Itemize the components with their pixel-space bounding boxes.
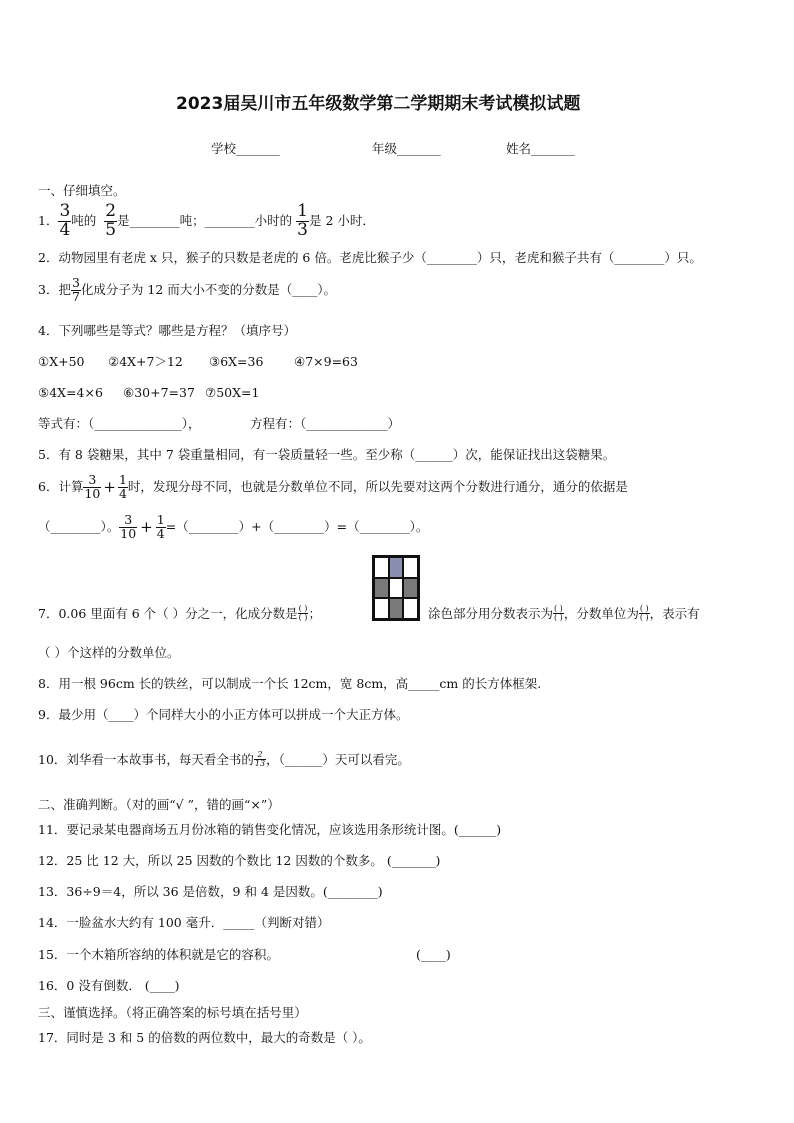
name-field[interactable]: 姓名_______ (506, 141, 575, 156)
grid-cell (374, 578, 389, 599)
question-11: 11．要记录某电器商场五月份冰箱的销售变化情况，应该选用条形统计图。(______) (38, 822, 502, 837)
q7-blank-fraction-2: $\frac{( )}{( )}$ (554, 604, 563, 622)
q6-basis-blank: （________）。 (38, 519, 120, 534)
grid-cell (403, 557, 418, 578)
q1-fraction-2: $\frac{2}{5}$ (105, 201, 117, 240)
question-5: 5．有 8 袋糖果，其中 7 袋重量相同，有一袋质量轻一些。至少称（______）次，能保证找出这袋糖果。 (38, 447, 616, 462)
grid-cell (389, 578, 404, 599)
section-3-heading: 三、谨慎选择。（将正确答案的标号填在括号里） (38, 1005, 307, 1020)
q1-number: 1． (38, 213, 59, 228)
question-12: 12．25 比 12 大，所以 25 因数的个数比 12 因数的个数多。 (_______) (38, 853, 441, 868)
question-7-line-2: （ ）个这样的分数单位。 (38, 645, 180, 660)
q1-fraction-1: $\frac{3}{4}$ (59, 201, 71, 240)
grid-cell (403, 598, 418, 619)
question-7 (38, 605, 321, 622)
q10-fraction: $\frac{2}{13}$ (254, 750, 266, 768)
q4-answer-equations-unknown: 方程有：（_____________） (250, 416, 401, 431)
q6-fraction-1: $\frac{3}{10}$ (84, 472, 101, 501)
grade-field[interactable]: 年级_______ (372, 141, 441, 156)
question-16: 16．0 没有倒数． (____) (38, 978, 180, 993)
grid-cell (374, 598, 389, 619)
q10-text-a: 10．刘华看一本故事书，每天看全书的 (38, 751, 254, 767)
q4-option-1: ①X+50 (38, 354, 85, 369)
q4-option-7: ⑦50X=1 (205, 385, 260, 400)
question-10 (38, 751, 410, 768)
q6-plus: + (103, 478, 116, 496)
q4-option-6: ⑥30+7=37 (123, 385, 195, 400)
q7-text-c: 涂色部分用分数表示为 (428, 605, 554, 621)
grid-cell (403, 578, 418, 599)
question-6 (38, 474, 628, 500)
q1-text-1: 吨的 (71, 213, 97, 228)
question-3 (38, 277, 336, 303)
question-2: 2．动物园里有老虎 x 只，猴子的只数是老虎的 6 倍。老虎比猴子少（________）只，老虎和猴子共有（________）只。 (38, 250, 702, 265)
q7-blank-fraction-3: $\frac{( )}{( )}$ (639, 604, 649, 622)
q10-text-b: ，（______）天可以看完。 (266, 751, 410, 767)
q6-text-b: 时，发现分母不同，也就是分数单位不同，所以先要对这两个分数进行通分，通分的依据是 (127, 479, 628, 494)
q6-equation: =（________）+（________）=（________）。 (165, 519, 429, 534)
page-title: 2023届吴川市五年级数学第二学期期末考试模拟试题 (176, 94, 581, 114)
q7-text-b: ； (308, 605, 321, 621)
q1-text-3: 是 2 小时． (308, 213, 375, 228)
q6-text-a: 6．计算 (38, 479, 84, 494)
question-8: 8．用一根 96cm 长的铁丝，可以制成一个长 12cm，宽 8cm，高_____cm 的长方体框架. (38, 676, 542, 691)
grid-cell (374, 557, 389, 578)
q6-plus-b: + (140, 518, 153, 536)
question-14: 14．一脸盆水大约有 100 毫升．_____（判断对错） (38, 915, 330, 930)
q7-text-e: ，表示有 (649, 605, 700, 621)
q4-option-3: ③6X=36 (209, 354, 264, 369)
q6-fraction-2: $\frac{1}{4}$ (118, 472, 127, 501)
q6-fraction-2b: $\frac{1}{4}$ (156, 512, 165, 541)
q6-fraction-1b: $\frac{3}{10}$ (120, 512, 137, 541)
q4-option-2: ②4X+7＞12 (108, 354, 183, 369)
shaded-grid-figure (372, 555, 420, 621)
grid-cell (389, 598, 404, 619)
question-15: 15．一个木箱所容纳的体积就是它的容积。 (38, 947, 279, 962)
q4-option-5: ⑤4X=4×6 (38, 385, 103, 400)
q4-answer-equations: 等式有：（______________）， (38, 416, 201, 431)
question-4-stem: 4．下列哪些是等式？哪些是方程？（填序号） (38, 323, 296, 338)
q1-fraction-3: $\frac{1}{3}$ (297, 201, 308, 240)
q3-fraction: $\frac{3}{7}$ (71, 275, 80, 304)
section-2-heading: 二、准确判断。（对的画“√ ”，错的画“×”） (38, 797, 280, 812)
question-13: 13．36÷9＝4，所以 36 是倍数，9 和 4 是因数。(________) (38, 884, 383, 899)
q4-option-4: ④7×9=63 (294, 354, 358, 369)
section-1-heading: 一、仔细填空。 (38, 183, 126, 198)
question-1 (38, 203, 375, 239)
question-17: 17．同时是 3 和 5 的倍数的两位数中，最大的奇数是（ ）。 (38, 1030, 371, 1045)
q7-text-d: ，分数单位为 (563, 605, 639, 621)
q7-text-a: 7．0.06 里面有 6 个（ ）分之一，化成分数是 (38, 605, 298, 621)
school-field[interactable]: 学校_______ (211, 141, 280, 156)
grid-cell (389, 557, 404, 578)
q3-text-b: 化成分子为 12 而大小不变的分数是（____）。 (80, 282, 337, 297)
q7-blank-fraction-1: $\frac{( )}{( )}$ (298, 604, 308, 622)
question-9: 9．最少用（____）个同样大小的小正方体可以拼成一个大正方体。 (38, 707, 409, 722)
q3-text-a: 3．把 (38, 282, 71, 297)
question-6-line-2 (38, 514, 428, 540)
question-15-blank: (____) (416, 947, 451, 962)
question-7-part-2 (428, 605, 700, 622)
q1-text-2: 是________吨；________小时的 (117, 213, 293, 228)
